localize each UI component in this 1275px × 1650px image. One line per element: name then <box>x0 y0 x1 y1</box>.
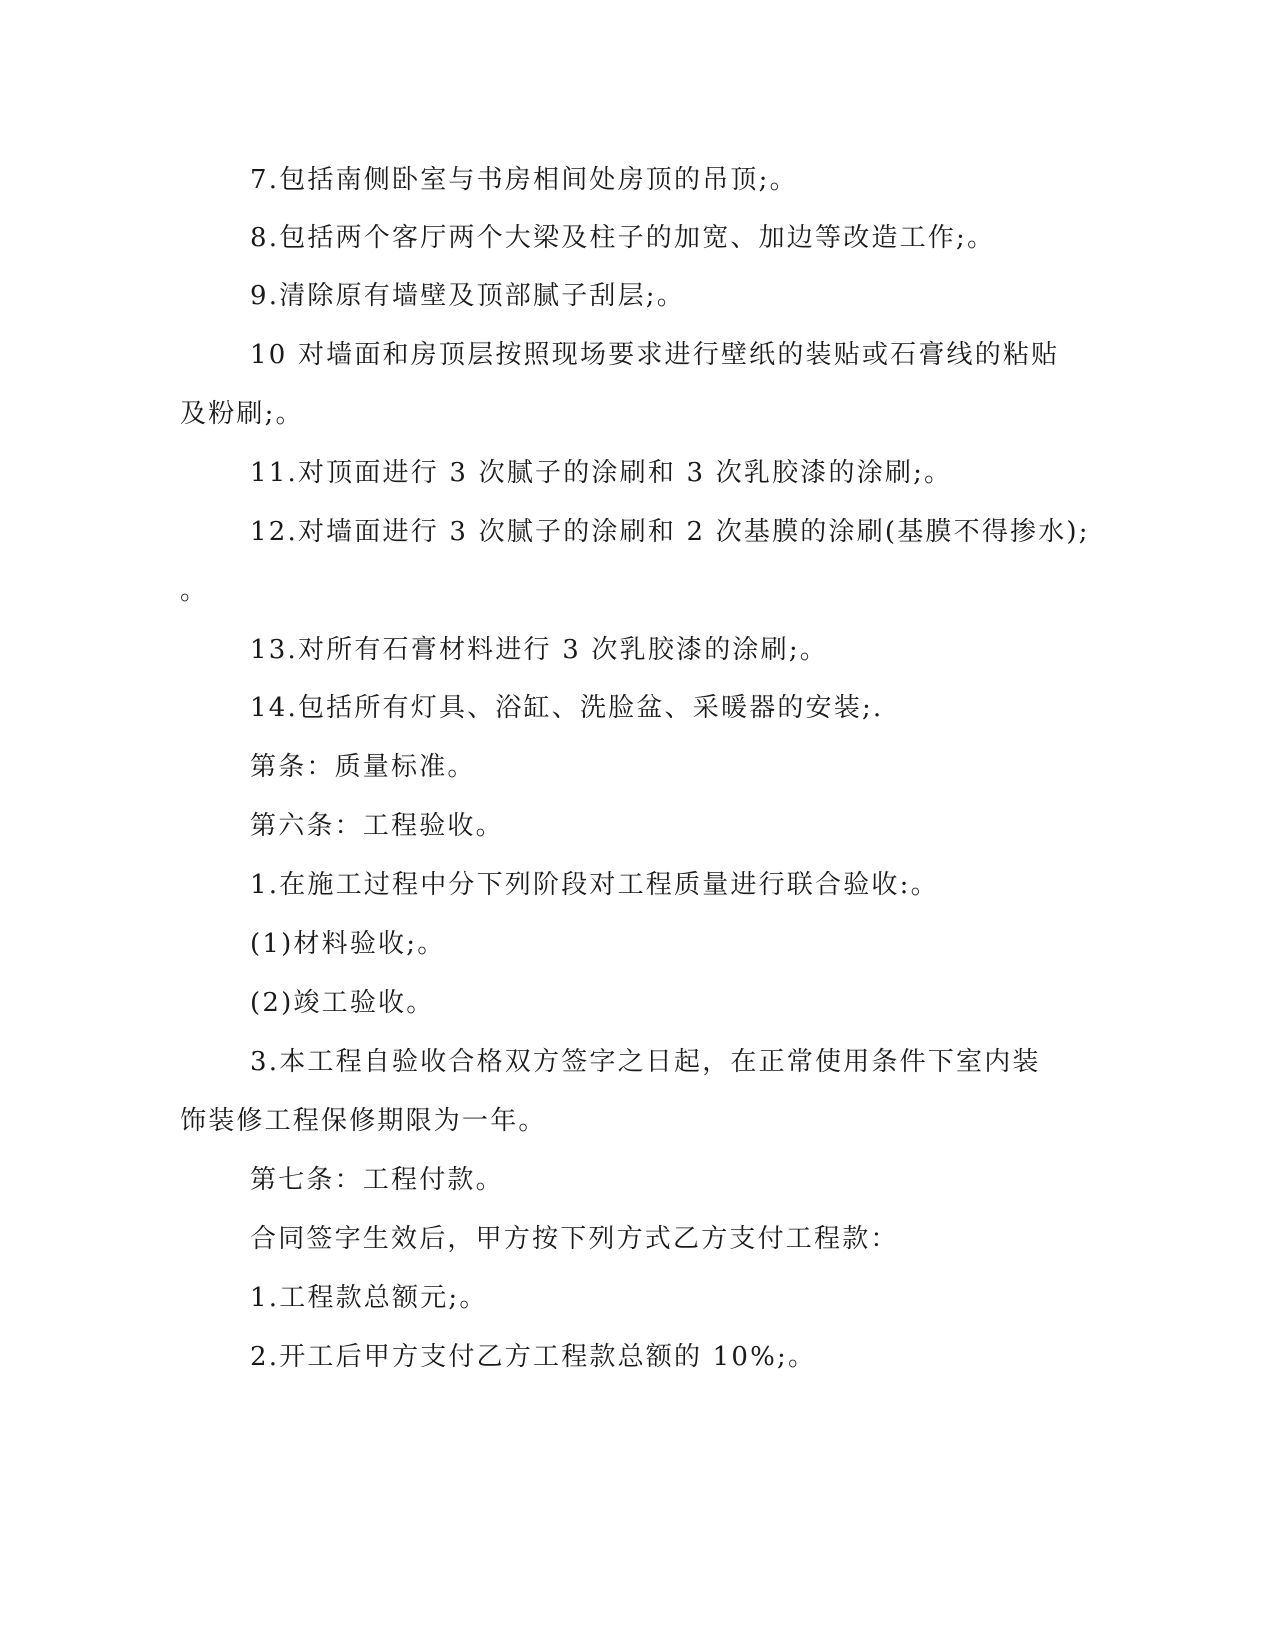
acceptance-item-3-continued: 饰装修工程保修期限为一年。 <box>180 1106 547 1136</box>
payment-intro: 合同签字生效后，甲方按下列方式乙方支付工程款： <box>250 1224 899 1254</box>
clause-line-12-continued: 。 <box>180 576 209 606</box>
clause-line-13: 13.对所有石膏材料进行 3 次乳胶漆的涂刷;。 <box>250 635 828 665</box>
clause-line-14: 14.包括所有灯具、浴缸、洗脸盆、采暖器的安装;. <box>250 693 884 723</box>
clause-line-12: 12.对墙面进行 3 次腻子的涂刷和 2 次基膜的涂刷(基膜不得掺水); <box>250 517 1090 547</box>
clause-line-9: 9.清除原有墙壁及顶部腻子刮层;。 <box>250 281 685 311</box>
section-seven-heading: 第七条：工程付款。 <box>250 1165 504 1195</box>
clause-line-8: 8.包括两个客厅两个大梁及柱子的加宽、加边等改造工作;。 <box>250 223 996 253</box>
payment-item-1: 1.工程款总额元;。 <box>250 1283 488 1313</box>
acceptance-subitem-1: (1)材料验收;。 <box>250 929 446 959</box>
clause-line-7: 7.包括南侧卧室与书房相间处房顶的吊顶;。 <box>250 165 798 195</box>
clause-line-10: 10 对墙面和房顶层按照现场要求进行壁纸的装贴或石膏线的粘贴 <box>250 340 1060 370</box>
clause-line-10-continued: 及粉刷;。 <box>180 399 304 429</box>
section-six-heading: 第六条：工程验收。 <box>250 811 504 841</box>
acceptance-item-1: 1.在施工过程中分下列阶段对工程质量进行联合验收:。 <box>250 870 939 900</box>
acceptance-subitem-2: (2)竣工验收。 <box>250 988 435 1018</box>
clause-line-11: 11.对顶面进行 3 次腻子的涂刷和 3 次乳胶漆的涂刷;。 <box>250 458 953 488</box>
acceptance-item-3: 3.本工程自验收合格双方签字之日起，在正常使用条件下室内装 <box>250 1047 1041 1077</box>
section-quality-standard: 第条：质量标准。 <box>250 752 476 782</box>
payment-item-2: 2.开工后甲方支付乙方工程款总额的 10%;。 <box>250 1342 817 1372</box>
